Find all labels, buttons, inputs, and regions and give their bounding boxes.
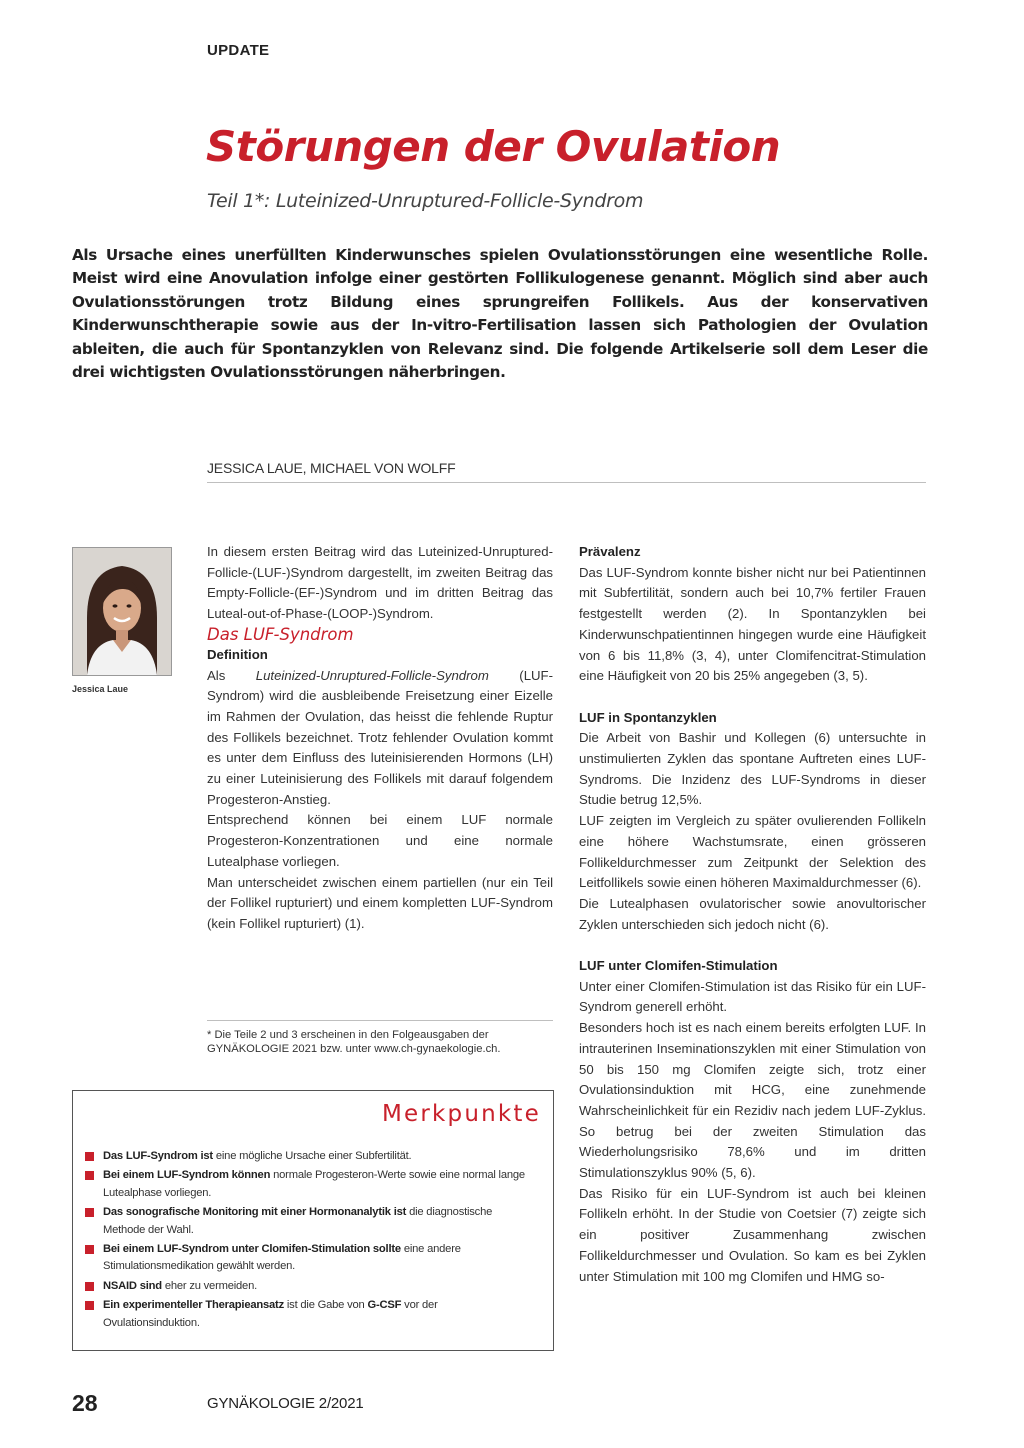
section-heading: Das LUF-Syndrom: [207, 624, 354, 644]
merkpunkt-bold: Das sonografische Monitoring mit einer Hormonanalytik ist: [103, 1206, 407, 1219]
spontan-paragraph-1: Die Arbeit von Bashir und Kollegen (6) untersuchte in unstimulierten Zyklen das spontane Auftreten eines LUF-Syndroms. Die Inzidenz des LUF-Syndroms in dieser Studie betrug 12,5%.: [579, 730, 926, 808]
merkpunkt-text: eher zu vermeiden.: [161, 1279, 257, 1292]
merkpunkt-bold: G-CSF: [367, 1299, 402, 1312]
definition-paragraph-3: Man unterscheidet zwischen einem partiellen (nur ein Teil der Follikel rupturiert) und einem kompletten LUF-Syndrom (kein Follikel rupturiert) (1).: [207, 874, 553, 931]
merkpunkte-title: Merkpunkte: [381, 1101, 541, 1127]
merkpunkt-item: [85, 1204, 537, 1239]
merkpunkt-text: eine andere Stimulationsmedikation gewählt werden.: [103, 1243, 461, 1273]
intro-paragraph: In diesem ersten Beitrag wird das Luteinized-Unruptured-Follicle-(LUF-)Syndrom dargestellt, im zweiten Beitrag das Empty-Follicle-(EF-)Syndrom und im dritten Beitrag das Luteal-out-of-Phase-(LOOP-)Syndrom.: [207, 544, 553, 622]
spontan-paragraph-3: Die Lutealphasen ovulatorischer sowie anovultorischer Zyklen unterschieden sich jedoch nicht (6).: [579, 895, 926, 932]
author-divider: [207, 482, 926, 483]
author-line: JESSICA LAUE, MICHAEL VON WOLFF: [207, 460, 456, 476]
journal-name: GYNÄKOLOGIE 2/2021: [207, 1395, 364, 1412]
article-title: Störungen der Ovulation: [206, 122, 781, 171]
page-number: 28: [72, 1390, 98, 1416]
bullet-square-icon: [85, 1245, 94, 1254]
bullet-square-icon: [85, 1208, 94, 1217]
merkpunkt-item: [85, 1148, 537, 1165]
bullet-square-icon: [85, 1171, 94, 1180]
merkpunkt-bold: Bei einem LUF-Syndrom können: [103, 1169, 271, 1182]
portrait-image: [73, 548, 171, 675]
footnote: * Die Teile 2 und 3 erscheinen in den Folgeausgaben der GYNÄKOLOGIE 2021 bzw. unter www.ch-gynaekologie.ch.: [207, 1029, 501, 1055]
merkpunkt-text: die diagnostische Methode der Wahl.: [103, 1206, 493, 1236]
merkpunkt-bold: Ein experimenteller Therapieansatz: [103, 1299, 284, 1312]
section-label: UPDATE: [207, 42, 270, 59]
definition-paragraph-1: [207, 666, 553, 811]
definition-paragraph-2: Entsprechend können bei einem LUF normale Progesteron-Konzentrationen und eine normale Lutealphase vorliegen.: [207, 812, 553, 869]
spacer: [579, 687, 926, 708]
author-photo: [72, 547, 172, 676]
definition-heading: Definition: [207, 646, 268, 662]
photo-caption: Jessica Laue: [72, 684, 129, 694]
clomifen-paragraph-3: Das Risiko für ein LUF-Syndrom ist auch bei kleinen Follikeln erhöht. In der Studie von Coetsier (7) zeigte sich ein positiver Zusammenhang zwischen Follikeldurchmesser und Ovulation. So kam es bei Zyklen unter Stimulation mit 100 mg Clomifen und HMG so-: [579, 1185, 926, 1284]
merkpunkte-list: [85, 1148, 537, 1334]
middle-column: [207, 542, 553, 935]
merkpunkt-text: normale Progesteron-Werte sowie eine normal lange Lutealphase vorliegen.: [103, 1169, 525, 1199]
spacer: [579, 935, 926, 956]
merkpunkte-box: [72, 1090, 554, 1351]
def-post: (LUF-Syndrom) wird die ausbleibende Freisetzung einer Eizelle im Rahmen der Ovulation, das heisst die fehlende Ruptur des Follikels bezeichnet. Trotz fehlender Ovulation kommt es unter dem Einfluss des luteinisierenden Hormons (LH) zu einer Luteinisierung des Follikels mit darauf folgendem Progesteron-Anstieg.: [207, 667, 553, 807]
merkpunkt-bold: Das LUF-Syndrom ist: [103, 1150, 213, 1162]
right-column: [579, 542, 926, 1287]
bullet-square-icon: [85, 1152, 94, 1161]
merkpunkt-item: [85, 1167, 537, 1202]
bullet-square-icon: [85, 1282, 94, 1291]
clomifen-paragraph-2: Besonders hoch ist es nach einem bereits erfolgten LUF. In intrauterinen Inseminationszyklen mit einer Stimulation von 50 bis 150 mg Clomifen zeigte sich, trotz einer Ovulationsinduktion mit HCG, eine zunehmende Wahrscheinlichkeit für ein Rezidiv nach jedem LUF-Zyklus. So betrug bei der zweiten Stimulation das Wiederholungsrisiko 78,6% und im dritten Stimulationszyklus 90% (5, 6).: [579, 1020, 926, 1181]
merkpunkt-bold: NSAID sind: [103, 1279, 162, 1292]
def-pre: Als: [207, 667, 256, 683]
merkpunkt-text: ist die Gabe von: [283, 1299, 368, 1312]
spontan-heading: LUF in Spontanzyklen: [579, 709, 717, 725]
merkpunkt-item: [85, 1297, 537, 1332]
bullet-square-icon: [85, 1301, 94, 1310]
merkpunkt-item: [85, 1241, 537, 1276]
praevalenz-heading: Prävalenz: [579, 544, 641, 559]
footnote-divider: [207, 1020, 553, 1021]
praevalenz-paragraph: Das LUF-Syndrom konnte bisher nicht nur bei Patientinnen mit Subfertilität, sondern auch bei 10,7% fertiler Frauen festgestellt werden (2). In Spontanzyklen bei Kinderwunschpatientinnen hingegen wurde eine Häufigkeit von 6 bis 11,8% (3, 4), unter Clomifencitrat-Stimulation eine Häufigkeit von 20 bis 25% angegeben (3, 5).: [579, 564, 926, 684]
def-term: Luteinized-Unruptured-Follicle-Syndrom: [255, 667, 489, 683]
merkpunkt-bold: Bei einem LUF-Syndrom unter Clomifen-Stimulation sollte: [103, 1243, 401, 1256]
article-subtitle: Teil 1*: Luteinized-Unruptured-Follicle-Syndrom: [207, 190, 644, 212]
merkpunkt-text: eine mögliche Ursache einer Subfertilität.: [212, 1150, 412, 1162]
lead-paragraph: Als Ursache eines unerfüllten Kinderwunsches spielen Ovulationsstörungen eine wesentliche Rolle. Meist wird eine Anovulation infolge einer gestörten Follikulogenese genannt. Möglich sind aber auch Ovulationsstörungen trotz Bildung eines sprungreifen Follikels. Aus der konservativen Kinderwunschtherapie sowie aus der In-vitro-Fertilisation lassen sich Pathologien der Ovulation ableiten, die auch für Spontanzyklen von Relevanz sind. Die folgende Artikelserie soll dem Leser die drei wichtigsten Ovulationsstörungen näherbringen.: [72, 246, 928, 382]
clomifen-paragraph-1: Unter einer Clomifen-Stimulation ist das Risiko für ein LUF-Syndrom generell erhöht.: [579, 978, 926, 1015]
spontan-paragraph-2: LUF zeigten im Vergleich zu später ovulierenden Follikeln eine höhere Wachstumsrate, einen grösseren Follikeldurchmesser zum Zeitpunkt der Selektion des Leitfollikels sowie einen höheren Maximaldurchmesser (6).: [579, 813, 926, 891]
merkpunkt-item: [85, 1278, 537, 1295]
merkpunkt-text: vor der Ovulationsinduktion.: [103, 1299, 438, 1329]
clomifen-heading: LUF unter Clomifen-Stimulation: [579, 958, 778, 974]
